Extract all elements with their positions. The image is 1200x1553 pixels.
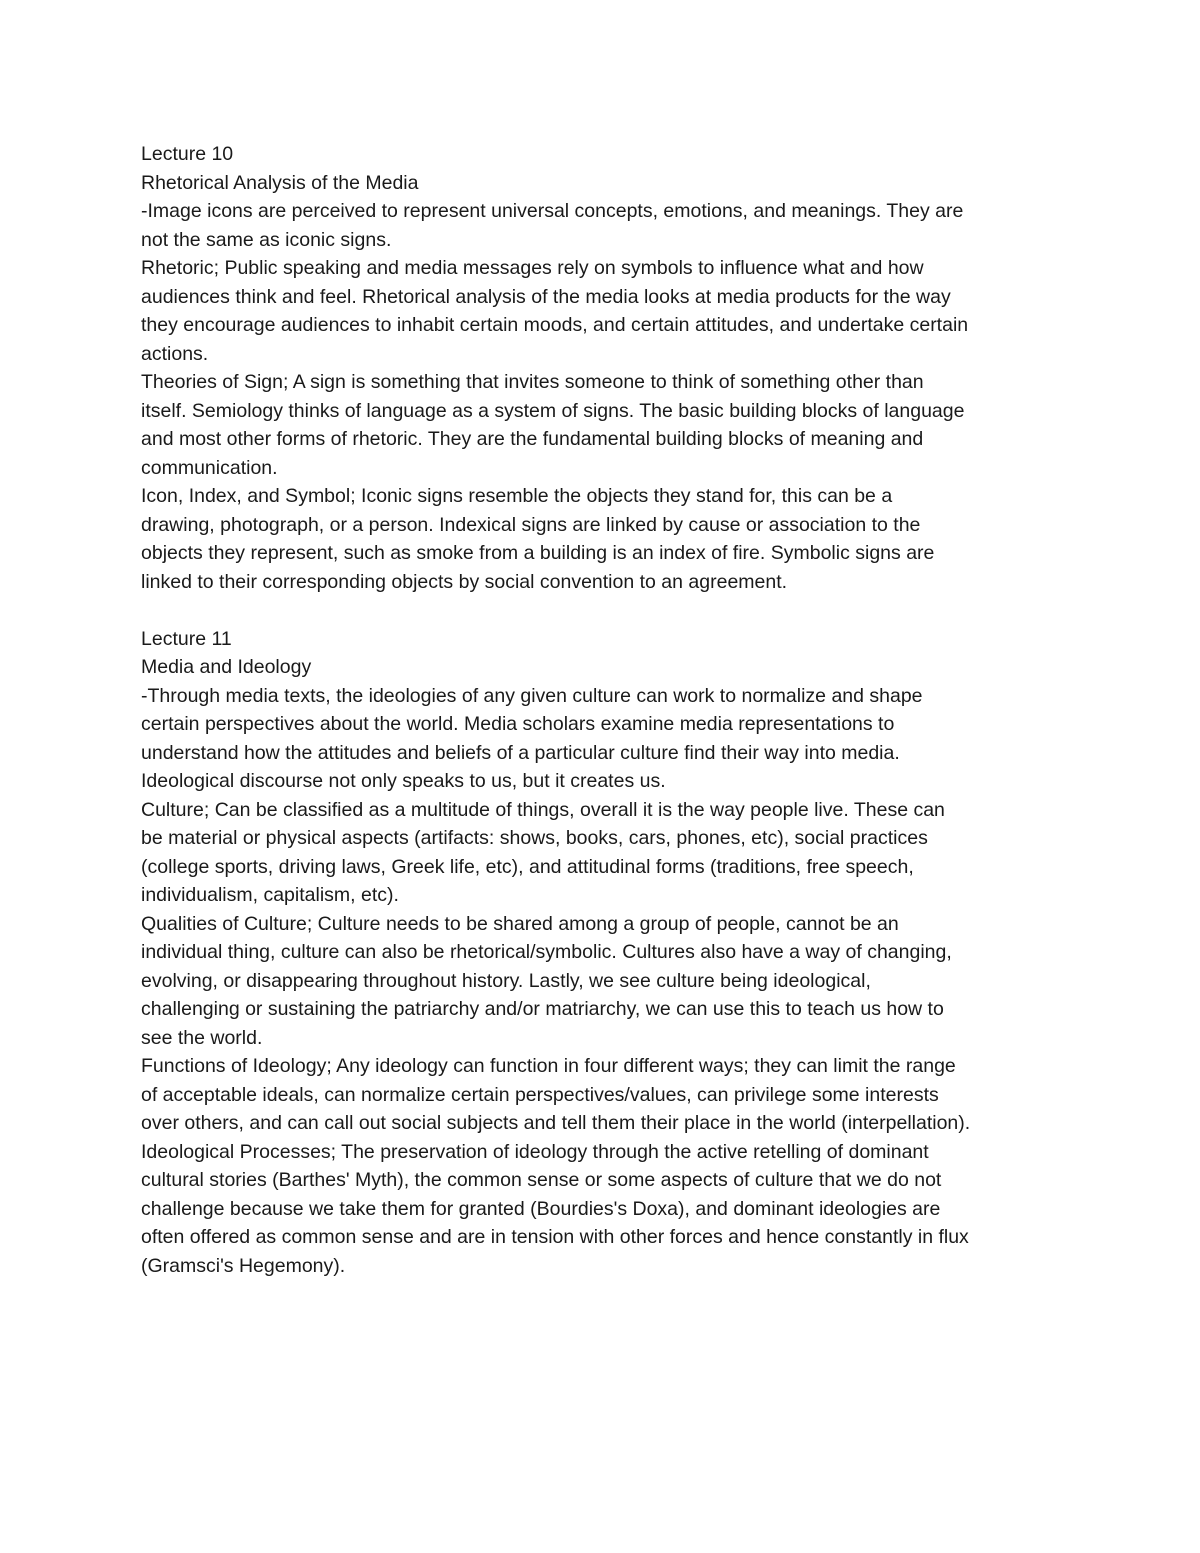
text-line: -Through media texts, the ideologies of any given culture can work to normalize and shape	[141, 684, 923, 707]
text-line: linked to their corresponding objects by social convention to an agreement.	[141, 570, 788, 593]
document-body	[141, 140, 1066, 1280]
section-heading: Lecture 10	[141, 143, 234, 165]
text-line: Ideological discourse not only speaks to us, but it creates us.	[141, 770, 666, 792]
section-subheading: Rhetorical Analysis of the Media	[141, 171, 419, 194]
section-lecture-11	[141, 625, 1066, 1281]
text-line: see the world.	[141, 1026, 263, 1049]
text-line: certain perspectives about the world. Media scholars examine media representations to	[141, 713, 895, 735]
text-line: of acceptable ideals, can normalize certain perspectives/values, can privilege some interests	[141, 1083, 939, 1106]
text-line: objects they represent, such as smoke from a building is an index of fire. Symbolic signs are	[141, 542, 935, 564]
text-line: evolving, or disappearing throughout history. Lastly, we see culture being ideological,	[141, 969, 871, 992]
text-line: (college sports, driving laws, Greek life, etc), and attitudinal forms (traditions, free speech,	[141, 855, 914, 878]
text-line: individual thing, culture can also be rhetorical/symbolic. Cultures also have a way of changing,	[141, 941, 952, 963]
text-line: individualism, capitalism, etc).	[141, 884, 399, 906]
text-line: over others, and can call out social subjects and tell them their place in the world (interpellation).	[141, 1112, 971, 1134]
section-heading: Lecture 11	[141, 627, 232, 650]
text-line: audiences think and feel. Rhetorical analysis of the media looks at media products for the way	[141, 285, 951, 308]
text-line: challenge because we take them for granted (Bourdies's Doxa), and dominant ideologies are	[141, 1197, 941, 1220]
text-line: understand how the attitudes and beliefs of a particular culture find their way into media.	[141, 741, 900, 764]
text-line: Qualities of Culture; Culture needs to be shared among a group of people, cannot be an	[141, 912, 899, 935]
text-line: not the same as iconic signs.	[141, 228, 392, 251]
section-subheading: Media and Ideology	[141, 656, 312, 678]
text-line: Functions of Ideology; Any ideology can function in four different ways; they can limit the range	[141, 1055, 956, 1077]
text-line: communication.	[141, 456, 278, 479]
text-line: Ideological Processes; The preservation of ideology through the active retelling of dominant	[141, 1140, 929, 1163]
text-line: challenging or sustaining the patriarchy and/or matriarchy, we can use this to teach us how to	[141, 998, 944, 1020]
text-line: cultural stories (Barthes' Myth), the common sense or some aspects of culture that we do not	[141, 1169, 942, 1191]
text-line: Rhetoric; Public speaking and media messages rely on symbols to influence what and how	[141, 257, 924, 279]
text-line: itself. Semiology thinks of language as a system of signs. The basic building blocks of language	[141, 399, 965, 422]
text-line: they encourage audiences to inhabit certain moods, and certain attitudes, and undertake certain	[141, 314, 969, 336]
text-line: drawing, photograph, or a person. Indexical signs are linked by cause or association to the	[141, 513, 921, 536]
text-line: Theories of Sign; A sign is something that invites someone to think of something other than	[141, 371, 924, 393]
text-line: Culture; Can be classified as a multitude of things, overall it is the way people live. These can	[141, 798, 945, 821]
text-line: actions.	[141, 342, 209, 365]
text-line: often offered as common sense and are in tension with other forces and hence constantly in flux	[141, 1226, 969, 1248]
text-line: be material or physical aspects (artifacts: shows, books, cars, phones, etc), social practices	[141, 827, 928, 849]
section-lecture-10	[141, 140, 1066, 596]
text-line: and most other forms of rhetoric. They are the fundamental building blocks of meaning and	[141, 428, 924, 450]
text-line: -Image icons are perceived to represent universal concepts, emotions, and meanings. They are	[141, 200, 964, 222]
section-spacer	[141, 596, 1066, 625]
text-line: Icon, Index, and Symbol; Iconic signs resemble the objects they stand for, this can be a	[141, 485, 893, 507]
text-line: (Gramsci's Hegemony).	[141, 1254, 346, 1277]
